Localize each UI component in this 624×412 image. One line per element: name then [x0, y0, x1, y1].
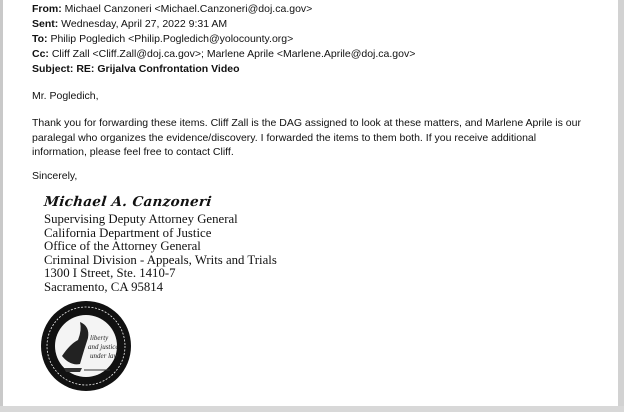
signature-name: Michael A. Canzoneri — [43, 194, 213, 210]
signature-line: Supervising Deputy Attorney General — [44, 212, 238, 226]
sent-label: Sent: — [32, 18, 59, 30]
cc-label: Cc: — [32, 48, 49, 60]
signature-line: Office of the Attorney General — [44, 239, 201, 254]
scan-border-right — [618, 0, 624, 412]
signature-line: 1300 I Street, Ste. 1410-7 — [44, 266, 176, 281]
paragraph-line-2: paralegal who organizes the evidence/discovery. I forwarded the items to them both. If you receive additional — [32, 131, 537, 144]
subject-value: RE: Grijalva Confrontation Video — [76, 63, 240, 75]
to-line — [32, 32, 415, 47]
scan-border-left — [0, 0, 3, 412]
seal-motto-line-3: under law — [90, 352, 119, 360]
greeting: Mr. Pogledich, — [32, 90, 99, 102]
paragraph-line-3: information, please feel free to contact Cliff. — [32, 146, 234, 158]
to-value: Philip Pogledich <Philip.Pogledich@yolocounty.org> — [50, 33, 294, 45]
cc-line — [32, 47, 415, 62]
sent-line — [32, 17, 415, 32]
from-label: From: — [32, 3, 62, 15]
to-label: To: — [32, 33, 48, 45]
body-paragraph — [32, 116, 592, 160]
signature-line: Criminal Division - Appeals, Writs and Trials — [44, 252, 277, 267]
signature-block — [44, 213, 277, 295]
from-line — [32, 2, 415, 17]
seal-motto-line-2: and justice — [88, 343, 119, 351]
closing: Sincerely, — [32, 170, 78, 182]
subject-line — [32, 62, 415, 77]
scan-border-bottom — [0, 406, 624, 412]
doj-seal-icon — [40, 300, 132, 392]
signature-line: California Department of Justice — [44, 225, 212, 240]
seal-motto-line-1: liberty — [90, 334, 109, 342]
email-header — [32, 2, 415, 77]
cc-value: Cliff Zall <Cliff.Zall@doj.ca.gov>; Marlene Aprile <Marlene.Aprile@doj.ca.gov> — [51, 48, 416, 60]
signature-line: Sacramento, CA 95814 — [44, 279, 164, 294]
subject-label: Subject: — [32, 63, 74, 75]
paragraph-line-1: Thank you for forwarding these items. Cliff Zall is the DAG assigned to look at these matters, and Marlene Aprile is our — [32, 117, 581, 129]
sent-value: Wednesday, April 27, 2022 9:31 AM — [61, 18, 228, 30]
from-value: Michael Canzoneri <Michael.Canzoneri@doj.ca.gov> — [64, 3, 313, 15]
